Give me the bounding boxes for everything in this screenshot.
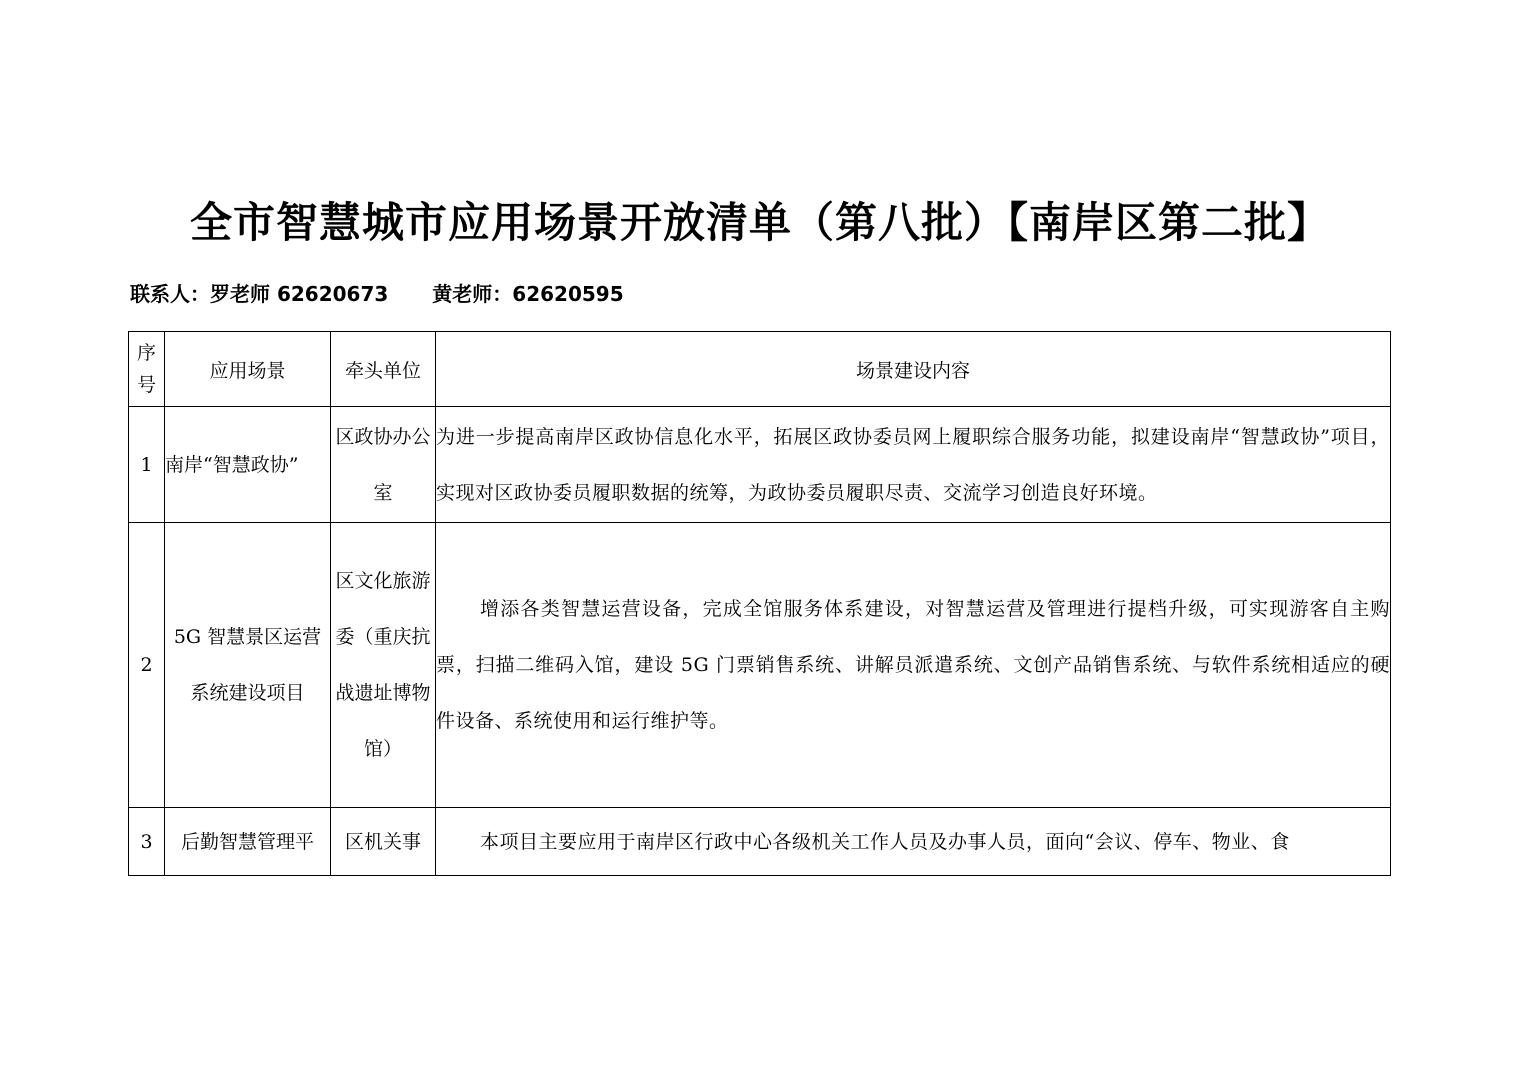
table-row xyxy=(129,523,1391,808)
header-scene: 应用场景 xyxy=(165,332,331,407)
contact-primary: 联系人：罗老师 62620673 xyxy=(130,282,389,306)
table-row xyxy=(129,407,1391,523)
table-row xyxy=(129,808,1391,876)
row-seq: 1 xyxy=(129,407,165,523)
header-content: 场景建设内容 xyxy=(436,332,1391,407)
row-unit: 区政协办公室 xyxy=(331,407,436,523)
document-title: 全市智慧城市应用场景开放清单（第八批）【南岸区第二批】 xyxy=(189,198,1330,247)
contact-line xyxy=(130,278,624,307)
row-content-text: 本项目主要应用于南岸区行政中心各级机关工作人员及办事人员，面向“会议、停车、物业、食 xyxy=(480,830,1290,853)
row-scene: 南岸“智慧政协” xyxy=(165,407,331,523)
row-seq: 3 xyxy=(129,808,165,876)
row-seq: 2 xyxy=(129,523,165,808)
row-content-text: 为进一步提高南岸区政协信息化水平，拓展区政协委员网上履职综合服务功能，拟建设南岸“智慧政协”项目，实现对区政协委员履职数据的统筹，为政协委员履职尽责、交流学习创造良好环境。 xyxy=(436,425,1390,504)
row-scene: 5G 智慧景区运营系统建设项目 xyxy=(165,523,331,808)
row-content xyxy=(436,808,1391,876)
row-unit: 区机关事 xyxy=(331,808,436,876)
header-unit: 牵头单位 xyxy=(331,332,436,407)
header-seq: 序号 xyxy=(129,332,165,407)
row-content xyxy=(436,523,1391,808)
scene-list-table xyxy=(128,331,1391,876)
row-scene: 后勤智慧管理平 xyxy=(165,808,331,876)
contact-secondary: 黄老师：62620595 xyxy=(432,282,624,306)
table-header-row xyxy=(129,332,1391,407)
row-unit: 区文化旅游委（重庆抗战遗址博物馆） xyxy=(331,523,436,808)
row-content xyxy=(436,407,1391,523)
row-content-text: 增添各类智慧运营设备，完成全馆服务体系建设，对智慧运营及管理进行提档升级，可实现游客自主购票，扫描二维码入馆，建设 5G 门票销售系统、讲解员派遣系统、文创产品销售系统、与软件系统相适应的硬件设备、系统使用和运行维护等。 xyxy=(436,598,1390,732)
